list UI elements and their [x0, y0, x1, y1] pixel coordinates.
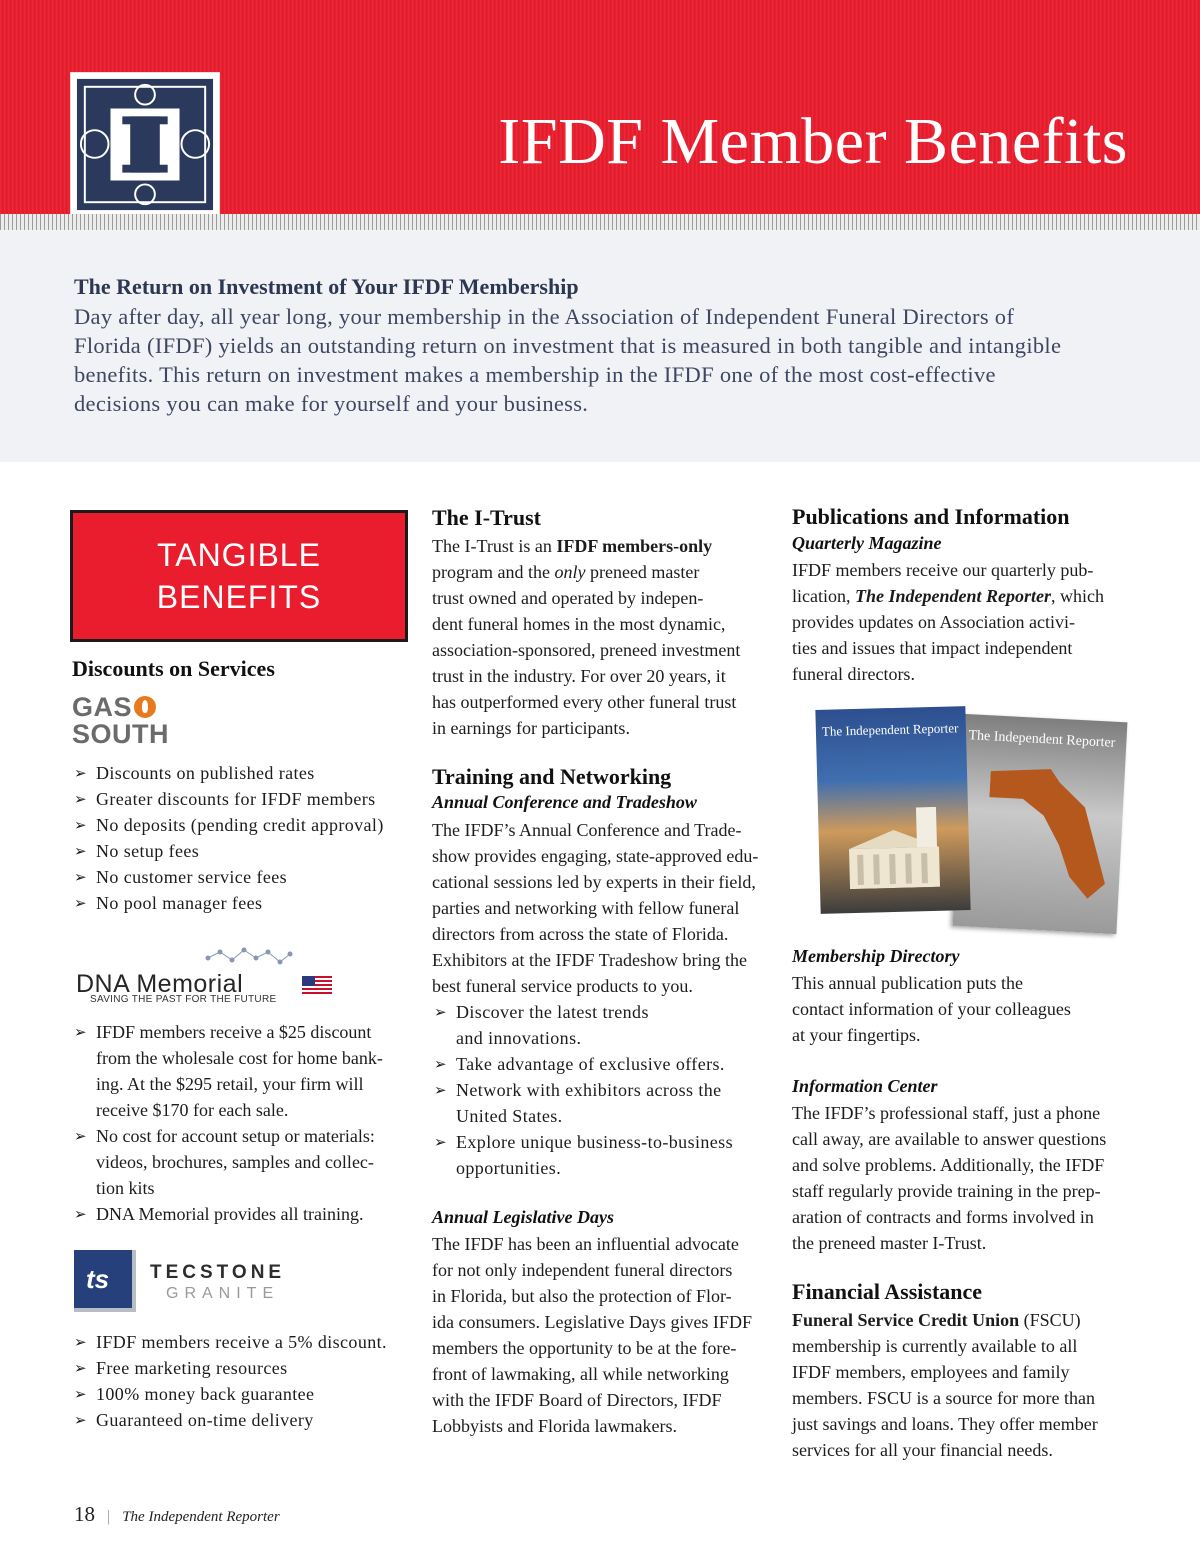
directory-line: This annual publication puts the	[792, 973, 1023, 993]
training-line: parties and networking with fellow funeral	[432, 898, 740, 918]
itrust-line	[432, 533, 772, 559]
intro-body	[74, 302, 1144, 418]
dna-bullets	[74, 1019, 404, 1227]
tradeshow-bullets	[434, 999, 774, 1181]
legislative-line: front of lawmaking, all while networking	[432, 1364, 729, 1384]
legislative-line: members the opportunity to be at the fore-	[432, 1338, 737, 1358]
page-title: IFDF Member Benefits	[498, 105, 1128, 178]
flame-icon	[134, 696, 156, 718]
financial-body	[792, 1307, 1137, 1463]
list-item-line: ing. At the $295 retail, your firm will	[96, 1074, 364, 1094]
itrust-line: has outperformed every other funeral trust	[432, 692, 737, 712]
directory-line: at your fingertips.	[792, 1025, 921, 1045]
cover-title: The Independent Reporter	[821, 720, 959, 739]
legislative-line: Lobbyists and Florida lawmakers.	[432, 1416, 677, 1436]
tecstone-logo-name: TECSTONE	[150, 1262, 286, 1283]
text-run: lication,	[792, 586, 855, 606]
training-line: best funeral service products to you.	[432, 976, 693, 996]
intro-title: The Return on Investment of Your IFDF Membership	[74, 274, 579, 299]
members-only-emphasis: IFDF members-only	[556, 536, 713, 556]
ifdf-logo-icon	[71, 73, 219, 216]
list-item	[434, 999, 774, 1051]
list-item: ➢ Discounts on published rates	[74, 760, 404, 786]
list-item-line: videos, brochures, samples and collec-	[96, 1152, 374, 1172]
cover-title: The Independent Reporter	[968, 728, 1116, 751]
training-line: show provides engaging, state-approved edu-	[432, 846, 759, 866]
list-item-line: receive $170 for each sale.	[96, 1100, 289, 1120]
decorative-tick-strip	[0, 214, 1200, 230]
intro-line: decisions you can make for yourself and your business.	[74, 391, 589, 416]
training-line: Exhibitors at the IFDF Tradeshow bring the	[432, 950, 747, 970]
list-item-line: ➢ Network with exhibitors across the	[456, 1080, 722, 1100]
tangible-line-1: TANGIBLE	[157, 537, 321, 573]
list-item: ➢ No pool manager fees	[74, 890, 404, 916]
tecstone-logo-sub: GRANITE	[166, 1285, 280, 1302]
magazine-body	[792, 557, 1137, 687]
info-center-body	[792, 1100, 1137, 1256]
info-line: The IFDF’s professional staff, just a phone	[792, 1103, 1101, 1123]
intro-line: Florida (IFDF) yields an outstanding return on investment that is measured in both tangible and intangible	[74, 333, 1062, 358]
itrust-line	[432, 559, 772, 585]
discounts-heading: Discounts on Services	[72, 656, 275, 681]
legislative-line: ida consumers. Legislative Days gives IFDF	[432, 1312, 752, 1332]
intro-section	[0, 230, 1200, 462]
financial-line: just savings and loans. They offer member	[792, 1414, 1098, 1434]
dna-logo-name: DNA Memorial	[76, 970, 244, 998]
tecstone-mark-icon	[74, 1250, 136, 1312]
list-item-line: ➢ DNA Memorial provides all training.	[96, 1204, 364, 1224]
text-run: The I-Trust is an	[432, 536, 557, 556]
list-item-line: United States.	[456, 1106, 563, 1126]
legislative-subheading: Annual Legislative Days	[432, 1207, 615, 1227]
conference-subheading: Annual Conference and Tradeshow	[432, 792, 697, 812]
legislative-line: The IFDF has been an influential advocate	[432, 1234, 739, 1254]
directory-body	[792, 970, 1137, 1048]
credit-union-emphasis: Funeral Service Credit Union	[792, 1310, 1020, 1330]
itrust-line: trust in the industry. For over 20 years, it	[432, 666, 726, 686]
list-item: ➢ Guaranteed on-time delivery	[74, 1407, 404, 1433]
magazine-name-emphasis: The Independent Reporter	[854, 586, 1051, 606]
training-body	[432, 817, 777, 999]
training-line: The IFDF’s Annual Conference and Trade-	[432, 820, 742, 840]
list-item: ➢ IFDF members receive a 5% discount.	[74, 1329, 404, 1355]
magazine-line: ties and issues that impact independent	[792, 638, 1073, 658]
info-line: and solve problems. Additionally, the IFDF	[792, 1155, 1105, 1175]
tangible-line-2: BENEFITS	[156, 579, 322, 615]
legislative-line: in Florida, but also the protection of Flor-	[432, 1286, 732, 1306]
directory-subheading: Membership Directory	[792, 946, 960, 966]
text-run: program and the	[432, 562, 555, 582]
magazine-line: provides updates on Association activi-	[792, 612, 1075, 632]
info-line: the preneed master I-Trust.	[792, 1233, 987, 1253]
info-line: call away, are available to answer questions	[792, 1129, 1107, 1149]
text-run: (FSCU)	[1019, 1310, 1081, 1330]
training-line: cational sessions led by experts in their field,	[432, 872, 756, 892]
intro-line: benefits. This return on investment makes a membership in the IFDF one of the most cost-effective	[74, 362, 996, 387]
list-item-line: tion kits	[96, 1178, 155, 1198]
directory-line: contact information of your colleagues	[792, 999, 1071, 1019]
gas-logo-line-2: SOUTH	[72, 719, 169, 749]
tangible-benefits-banner	[70, 510, 408, 642]
gas-logo-line-1: GAS	[72, 692, 133, 722]
gas-south-bullets	[74, 760, 404, 916]
magazine-line: IFDF members receive our quarterly pub-	[792, 560, 1094, 580]
legislative-line: with the IFDF Board of Directors, IFDF	[432, 1390, 722, 1410]
training-line: directors from across the state of Florida.	[432, 924, 729, 944]
list-item	[74, 1201, 404, 1227]
info-center-subheading: Information Center	[792, 1076, 938, 1096]
header-band	[0, 0, 1200, 230]
magazine-cover-anniversary	[953, 714, 1128, 934]
list-item	[434, 1077, 774, 1129]
itrust-body	[432, 533, 772, 741]
text-run: , which	[1050, 586, 1104, 606]
list-item-line: ➢ IFDF members receive a $25 discount	[96, 1022, 372, 1042]
dna-memorial-logo	[76, 944, 336, 1008]
list-item-line: from the wholesale cost for home bank-	[96, 1048, 383, 1068]
legislative-body	[432, 1231, 777, 1439]
magazine-line: funeral directors.	[792, 664, 915, 684]
itrust-heading: The I-Trust	[432, 505, 541, 530]
tecstone-logo	[74, 1250, 314, 1314]
ifdf-logo	[70, 72, 220, 217]
list-item	[74, 1123, 404, 1201]
list-item-line: ➢ Take advantage of exclusive offers.	[456, 1054, 725, 1074]
gas-south-logo	[72, 694, 192, 752]
itrust-line: in earnings for participants.	[432, 718, 630, 738]
list-item: ➢ Greater discounts for IFDF members	[74, 786, 404, 812]
legislative-line: for not only independent funeral directors	[432, 1260, 733, 1280]
list-item: ➢ 100% money back guarantee	[74, 1381, 404, 1407]
list-item	[434, 1051, 774, 1077]
dna-logo-tagline: SAVING THE PAST FOR THE FUTURE	[90, 994, 277, 1005]
capitol-building-image	[838, 807, 950, 890]
list-item: ➢ No customer service fees	[74, 864, 404, 890]
tecstone-bullets	[74, 1329, 404, 1433]
itrust-line: dent funeral homes in the most dynamic,	[432, 614, 726, 634]
florida-map-image	[984, 763, 1111, 899]
itrust-line: trust owned and operated by indepen-	[432, 588, 704, 608]
info-line: staff regularly provide training in the prep-	[792, 1181, 1101, 1201]
training-heading: Training and Networking	[432, 764, 672, 789]
publications-heading: Publications and Information	[792, 504, 1070, 529]
molecule-icon	[202, 944, 294, 970]
magazine-cover-legislative	[815, 706, 970, 914]
financial-line	[792, 1307, 1137, 1333]
list-item: ➢ No setup fees	[74, 838, 404, 864]
financial-heading: Financial Assistance	[792, 1279, 983, 1304]
list-item-line: ➢ No cost for account setup or materials:	[96, 1126, 375, 1146]
page-number: 18	[74, 1502, 95, 1526]
financial-line: members. FSCU is a source for more than	[792, 1388, 1095, 1408]
list-item-line: ➢ Explore unique business-to-business	[456, 1132, 733, 1152]
only-emphasis: only	[554, 562, 586, 582]
magazine-line	[792, 583, 1137, 609]
list-item-line: opportunities.	[456, 1158, 562, 1178]
magazine-subheading: Quarterly Magazine	[792, 533, 942, 553]
financial-line: IFDF members, employees and family	[792, 1362, 1070, 1382]
list-item-line: and innovations.	[456, 1028, 582, 1048]
footer-separator: |	[107, 1508, 111, 1525]
list-item	[434, 1129, 774, 1181]
intro-line: Day after day, all year long, your membership in the Association of Independent Funeral Directors of	[74, 304, 1015, 329]
financial-line: services for all your financial needs.	[792, 1440, 1053, 1460]
tecstone-mark-text: ts	[86, 1264, 110, 1294]
info-line: aration of contracts and forms involved in	[792, 1207, 1094, 1227]
list-item	[74, 1019, 404, 1123]
page-footer	[74, 1502, 280, 1527]
list-item: ➢ No deposits (pending credit approval)	[74, 812, 404, 838]
us-flag-icon	[302, 976, 332, 994]
financial-line: membership is currently available to all	[792, 1336, 1078, 1356]
list-item-line: ➢ Discover the latest trends	[456, 1002, 649, 1022]
footer-publication: The Independent Reporter	[122, 1509, 280, 1525]
itrust-line: association-sponsored, preneed investment	[432, 640, 741, 660]
text-run: preneed master	[585, 562, 700, 582]
list-item: ➢ Free marketing resources	[74, 1355, 404, 1381]
